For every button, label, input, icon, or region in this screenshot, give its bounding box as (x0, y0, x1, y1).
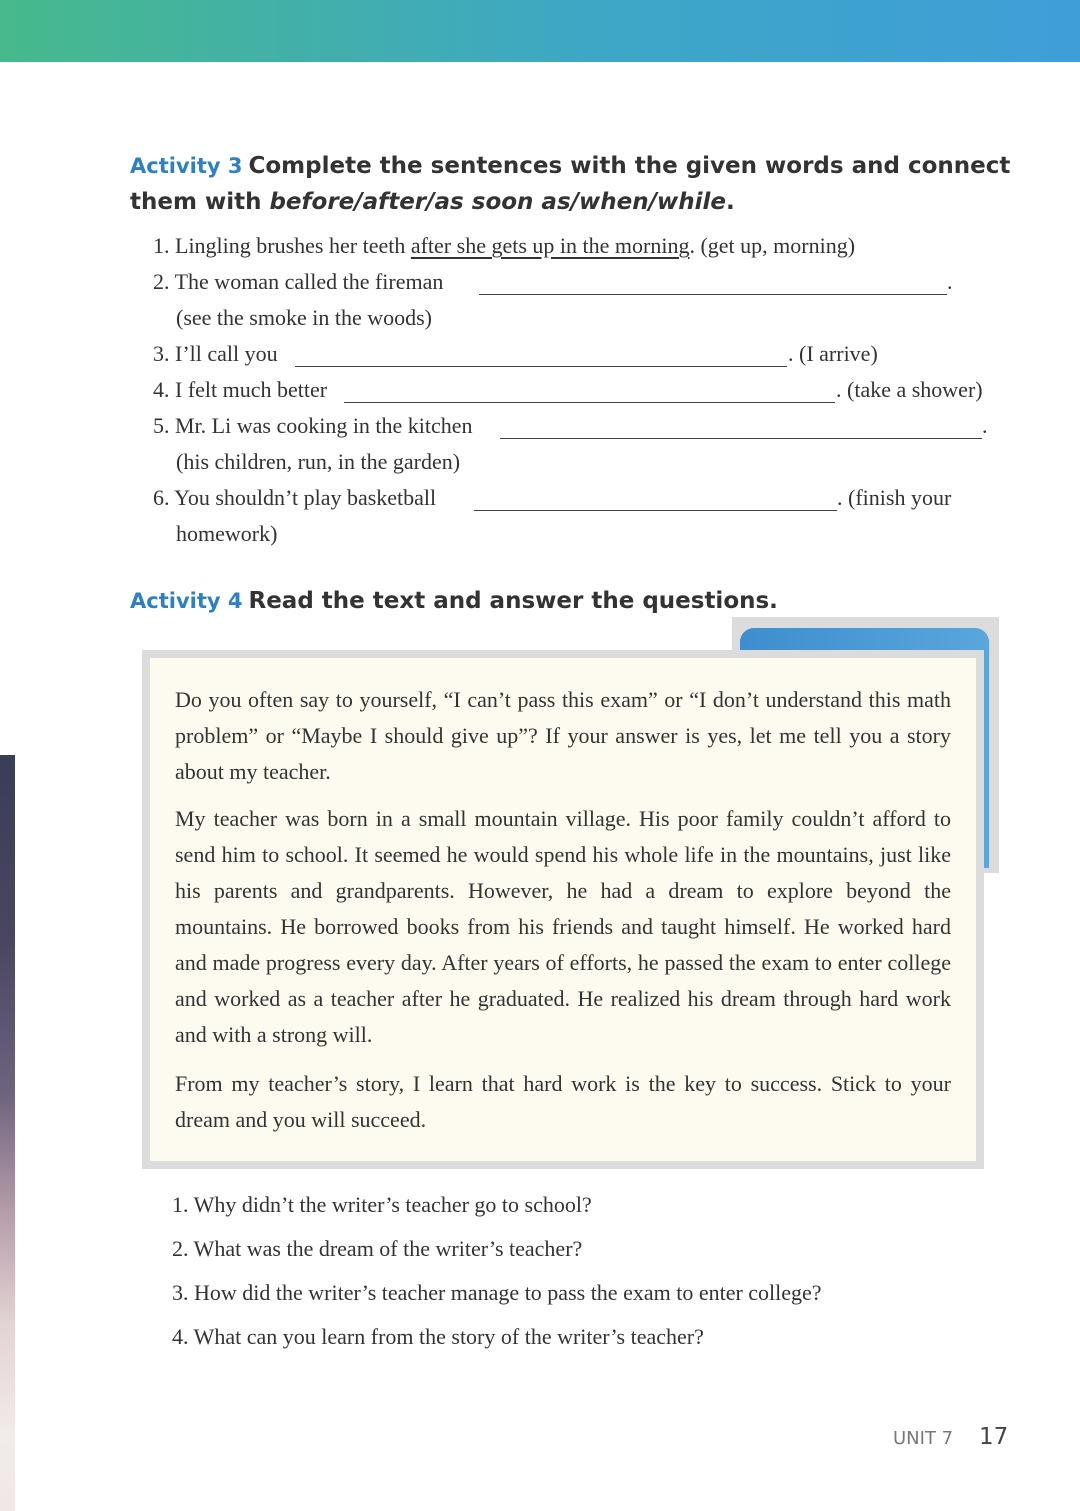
activity4-label: Activity 4 (130, 589, 243, 613)
footer-unit-label: UNIT 7 (893, 1428, 954, 1449)
activity3-item-1 (153, 231, 855, 261)
activity3-title-prefix: them with (130, 189, 270, 215)
item-1-example-answer: after she gets up in the morning (410, 233, 690, 258)
item-1-lead: 1. Lingling brushes her teeth (153, 233, 411, 258)
side-photo-strip (0, 755, 15, 1511)
activity3-item-2-lead: 2. The woman called the fireman (153, 269, 444, 294)
activity3-item-3-lead: 3. I’ll call you (153, 341, 278, 366)
item-3-answer-blank[interactable] (295, 366, 787, 367)
activity3-item-4-lead: 4. I felt much better (153, 377, 328, 402)
header-color-band (0, 0, 1080, 62)
item-4-answer-blank[interactable] (344, 402, 835, 403)
activity3-item-5-lead: 5. Mr. Li was cooking in the kitchen (153, 413, 473, 438)
question-2: 2. What was the dream of the writer’s teacher? (172, 1236, 583, 1261)
activity3-title-suffix: . (726, 189, 735, 215)
item-6-answer-blank[interactable] (474, 510, 837, 511)
activity3-heading-line1 (130, 148, 1010, 184)
item-2-tail: . (947, 269, 953, 294)
item-4-tail: . (take a shower) (836, 377, 983, 402)
item-5-hint: (his children, run, in the garden) (176, 449, 461, 474)
item-6-tail: . (finish your (837, 485, 952, 510)
footer-page-number: 17 (979, 1424, 1009, 1450)
activity3-heading-line2 (130, 184, 735, 220)
item-3-tail: . (I arrive) (788, 341, 878, 366)
item-1-hint: . (get up, morning) (689, 233, 856, 258)
activity3-title-line1: Complete the sentences with the given words and connect (248, 153, 1011, 179)
question-3: 3. How did the writer’s teacher manage to pass the exam to enter college? (172, 1280, 822, 1305)
activity3-label: Activity 3 (130, 154, 243, 178)
activity3-title-connectors: before/after/as soon as/when/while (269, 189, 727, 215)
item-5-answer-blank[interactable] (500, 438, 982, 439)
activity3-item-6-lead: 6. You shouldn’t play basketball (153, 485, 437, 510)
reading-paragraph-2: My teacher was born in a small mountain village. His poor family couldn’t afford to send him to school. It seemed he would spend his whole life in the mountains, just like his parents and grandparents. However, he had a dream to explore beyond the mountains. He borrowed books from his friends and taught himself. He worked hard and made progress every day. After years of efforts, he passed the exam to enter college and worked as a teacher after he graduated. He realized his dream through hard work and with a strong will. (175, 806, 951, 1047)
reading-paragraph-1: Do you often say to yourself, “I can’t pass this exam” or “I don’t understand this math problem” or “Maybe I should give up”? If your answer is yes, let me tell you a story about my teacher. (175, 687, 951, 784)
activity4-heading (130, 583, 778, 619)
item-2-answer-blank[interactable] (479, 294, 947, 295)
question-1: 1. Why didn’t the writer’s teacher go to school? (172, 1192, 592, 1217)
activity4-title: Read the text and answer the questions. (248, 588, 778, 614)
question-4: 4. What can you learn from the story of the writer’s teacher? (172, 1324, 704, 1349)
reading-paragraph-3: From my teacher’s story, I learn that hard work is the key to success. Stick to your dream and you will succeed. (175, 1071, 951, 1132)
item-2-hint: (see the smoke in the woods) (176, 305, 432, 330)
item-6-hint: homework) (176, 521, 278, 546)
item-5-tail: . (982, 413, 988, 438)
